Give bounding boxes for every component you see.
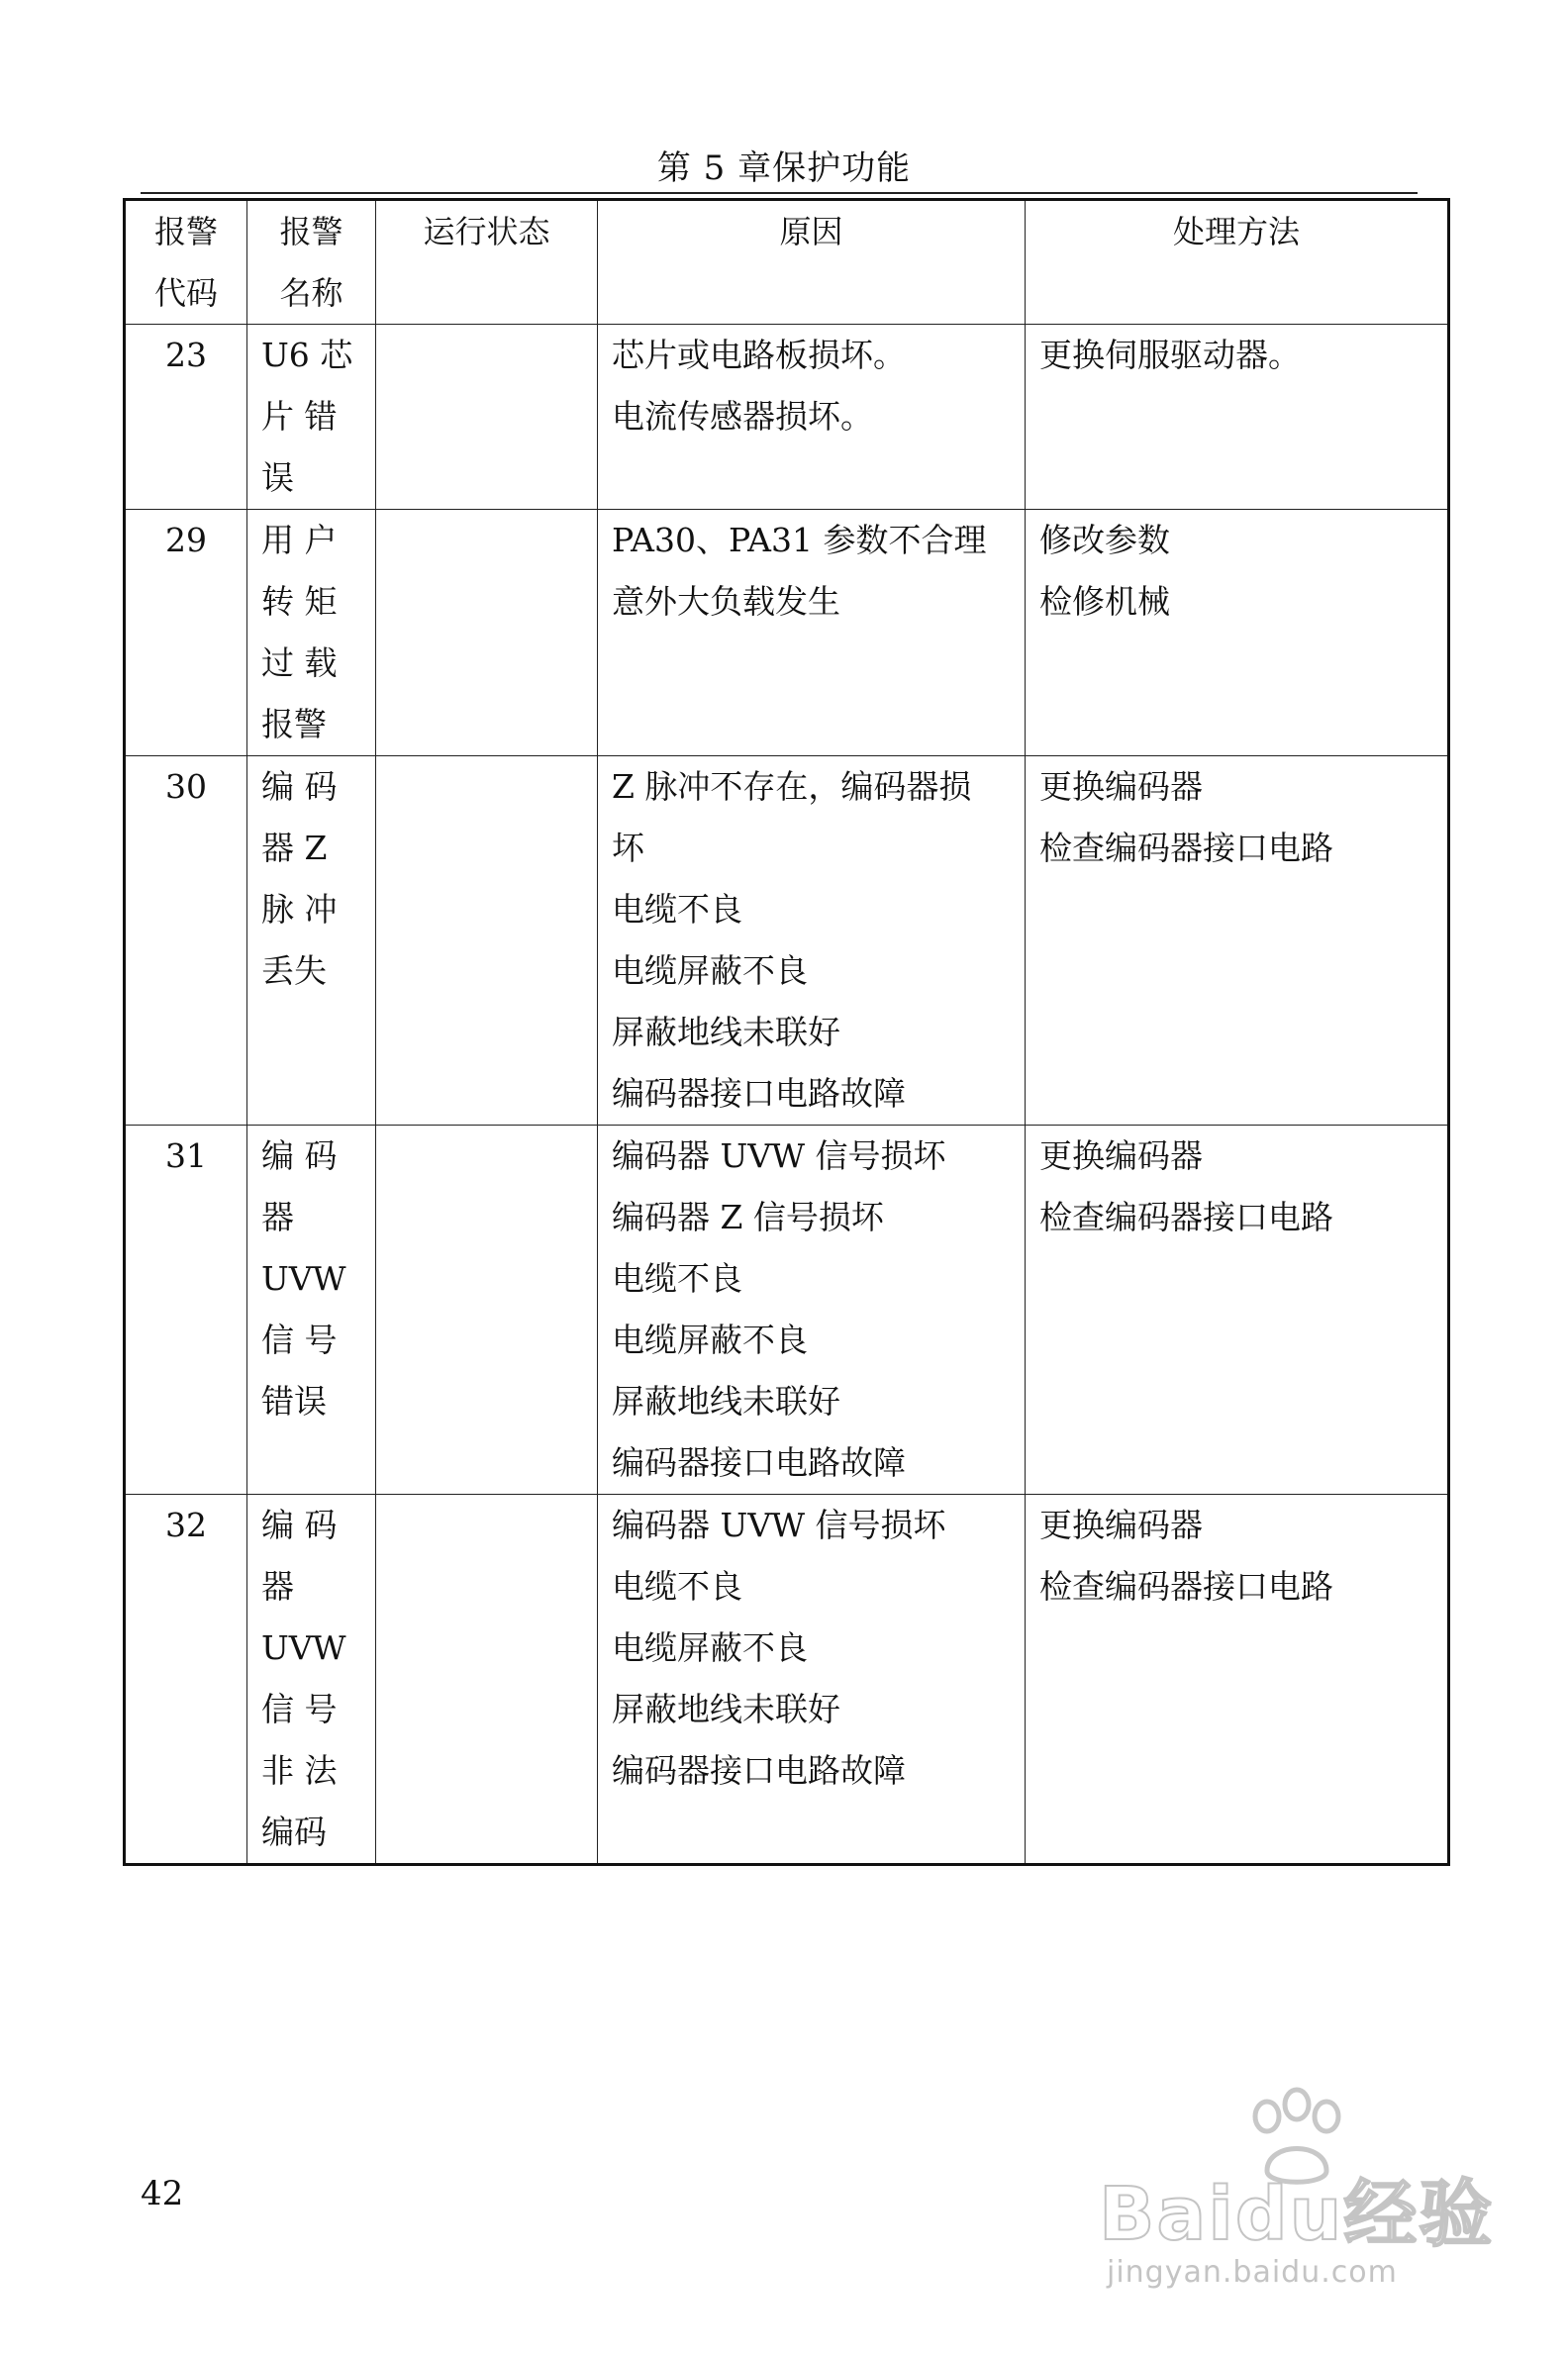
alarm-code: 30: [165, 767, 207, 806]
alarm-name-line: UVW: [261, 1259, 346, 1298]
cause-line: 坏: [612, 829, 644, 867]
alarm-code-cell: [125, 1495, 247, 1865]
cause-line: 屏蔽地线未联好: [612, 1690, 840, 1728]
baidu-jingyan-watermark: [1099, 2087, 1495, 2305]
run-state-cell: [376, 1495, 598, 1865]
cause-line: 电缆不良: [612, 1259, 742, 1298]
fix-line: 检查编码器接口电路: [1039, 1198, 1333, 1236]
page-number: 42: [141, 2174, 184, 2213]
header-line: 报警: [153, 213, 218, 250]
run-state-cell: [376, 756, 598, 1126]
cause-line: 电缆不良: [612, 890, 742, 929]
page-title: 第 5 章保护功能: [656, 148, 912, 188]
cause-line: 编码器接口电路故障: [612, 1074, 906, 1113]
cause-line: 电缆屏蔽不良: [612, 951, 808, 990]
watermark-logo: Baidu经验: [1099, 2172, 1495, 2257]
alarm-name-cell: [247, 756, 376, 1126]
header-line: 运行状态: [423, 213, 550, 250]
cause-cell: [598, 510, 1026, 756]
fix-line: 更换编码器: [1039, 767, 1203, 806]
cause-line: 电缆屏蔽不良: [612, 1321, 808, 1359]
fix-line: 检查编码器接口电路: [1039, 1567, 1333, 1606]
alarm-name-line: 器: [261, 1198, 294, 1236]
alarm-name-line: 器 Z: [261, 829, 328, 867]
alarm-name-line: 丢失: [261, 951, 327, 990]
fix-cell: [1026, 325, 1449, 510]
fix-line: 更换伺服驱动器。: [1039, 336, 1301, 374]
alarm-code: 23: [165, 336, 207, 374]
fix-line: 检查编码器接口电路: [1039, 829, 1333, 867]
cause-line: 意外大负载发生: [612, 582, 840, 621]
alarm-code: 29: [165, 521, 207, 559]
column-header-alarm-name: [247, 200, 376, 325]
fix-cell: [1026, 1126, 1449, 1495]
header-line: 处理方法: [1172, 213, 1300, 250]
column-header-run-state: [376, 200, 598, 325]
cause-line: 编码器 Z 信号损坏: [612, 1198, 884, 1236]
fix-line: 更换编码器: [1039, 1506, 1203, 1544]
cause-line: 芯片或电路板损坏。: [612, 336, 906, 374]
alarm-name-line: 编 码: [261, 1136, 338, 1175]
alarm-name-line: 器: [261, 1567, 294, 1606]
cause-line: 编码器接口电路故障: [612, 1751, 906, 1790]
table-header-row: [125, 200, 1449, 325]
fix-line: 更换编码器: [1039, 1136, 1203, 1175]
cause-line: 编码器 UVW 信号损坏: [612, 1136, 946, 1175]
run-state-cell: [376, 510, 598, 756]
header-line: 名称: [279, 274, 343, 312]
alarm-name-line: 用 户: [261, 521, 338, 559]
alarm-name-line: 片 错: [261, 397, 338, 436]
alarm-name-line: U6 芯: [261, 336, 353, 374]
fix-line: 检修机械: [1039, 582, 1170, 621]
run-state-cell: [376, 1126, 598, 1495]
fix-line: 修改参数: [1039, 521, 1170, 559]
alarm-name-line: 报警: [261, 705, 327, 743]
watermark-url: jingyan.baidu.com: [1107, 2255, 1398, 2290]
alarm-name-line: 脉 冲: [261, 890, 338, 929]
alarm-code-cell: [125, 325, 247, 510]
alarm-name-line: 信 号: [261, 1321, 338, 1359]
alarm-name-line: 错误: [261, 1382, 327, 1421]
alarm-name-line: 编 码: [261, 1506, 338, 1544]
alarm-name-line: 信 号: [261, 1690, 338, 1728]
alarm-code: 31: [165, 1136, 207, 1175]
cause-line: 电流传感器损坏。: [612, 397, 873, 436]
cause-line: Z 脉冲不存在，编码器损: [612, 767, 972, 806]
alarm-code-cell: [125, 1126, 247, 1495]
cause-line: 编码器接口电路故障: [612, 1443, 906, 1482]
alarm-name-line: 编 码: [261, 767, 338, 806]
cause-line: PA30、PA31 参数不合理: [612, 521, 987, 559]
header-rule: [141, 192, 1418, 194]
header-line: 原因: [779, 213, 843, 250]
fix-cell: [1026, 510, 1449, 756]
cause-line: 电缆屏蔽不良: [612, 1628, 808, 1667]
alarm-table: [123, 198, 1450, 1866]
alarm-name-cell: [247, 325, 376, 510]
alarm-name-line: 误: [261, 458, 294, 497]
table-row: [125, 325, 1449, 510]
cause-cell: [598, 1126, 1026, 1495]
table-row: [125, 756, 1449, 1126]
column-header-alarm-code: [125, 200, 247, 325]
cause-line: 屏蔽地线未联好: [612, 1382, 840, 1421]
header-line: 代码: [153, 274, 218, 312]
alarm-name-line: 编码: [261, 1813, 327, 1851]
table-row: [125, 1495, 1449, 1865]
cause-cell: [598, 1495, 1026, 1865]
column-header-fix: [1026, 200, 1449, 325]
fix-cell: [1026, 756, 1449, 1126]
alarm-name-cell: [247, 1126, 376, 1495]
cause-cell: [598, 325, 1026, 510]
cause-line: 电缆不良: [612, 1567, 742, 1606]
alarm-name-line: 非 法: [261, 1751, 338, 1790]
fix-cell: [1026, 1495, 1449, 1865]
run-state-cell: [376, 325, 598, 510]
alarm-name-line: 过 载: [261, 643, 338, 682]
alarm-name-cell: [247, 1495, 376, 1865]
column-header-cause: [598, 200, 1026, 325]
alarm-code-cell: [125, 756, 247, 1126]
cause-cell: [598, 756, 1026, 1126]
cause-line: 编码器 UVW 信号损坏: [612, 1506, 946, 1544]
alarm-code: 32: [165, 1506, 207, 1544]
alarm-name-cell: [247, 510, 376, 756]
alarm-name-line: UVW: [261, 1628, 346, 1667]
header-line: 报警: [279, 213, 343, 250]
cause-line: 屏蔽地线未联好: [612, 1013, 840, 1051]
alarm-code-cell: [125, 510, 247, 756]
table-row: [125, 510, 1449, 756]
table-row: [125, 1126, 1449, 1495]
alarm-name-line: 转 矩: [261, 582, 338, 621]
